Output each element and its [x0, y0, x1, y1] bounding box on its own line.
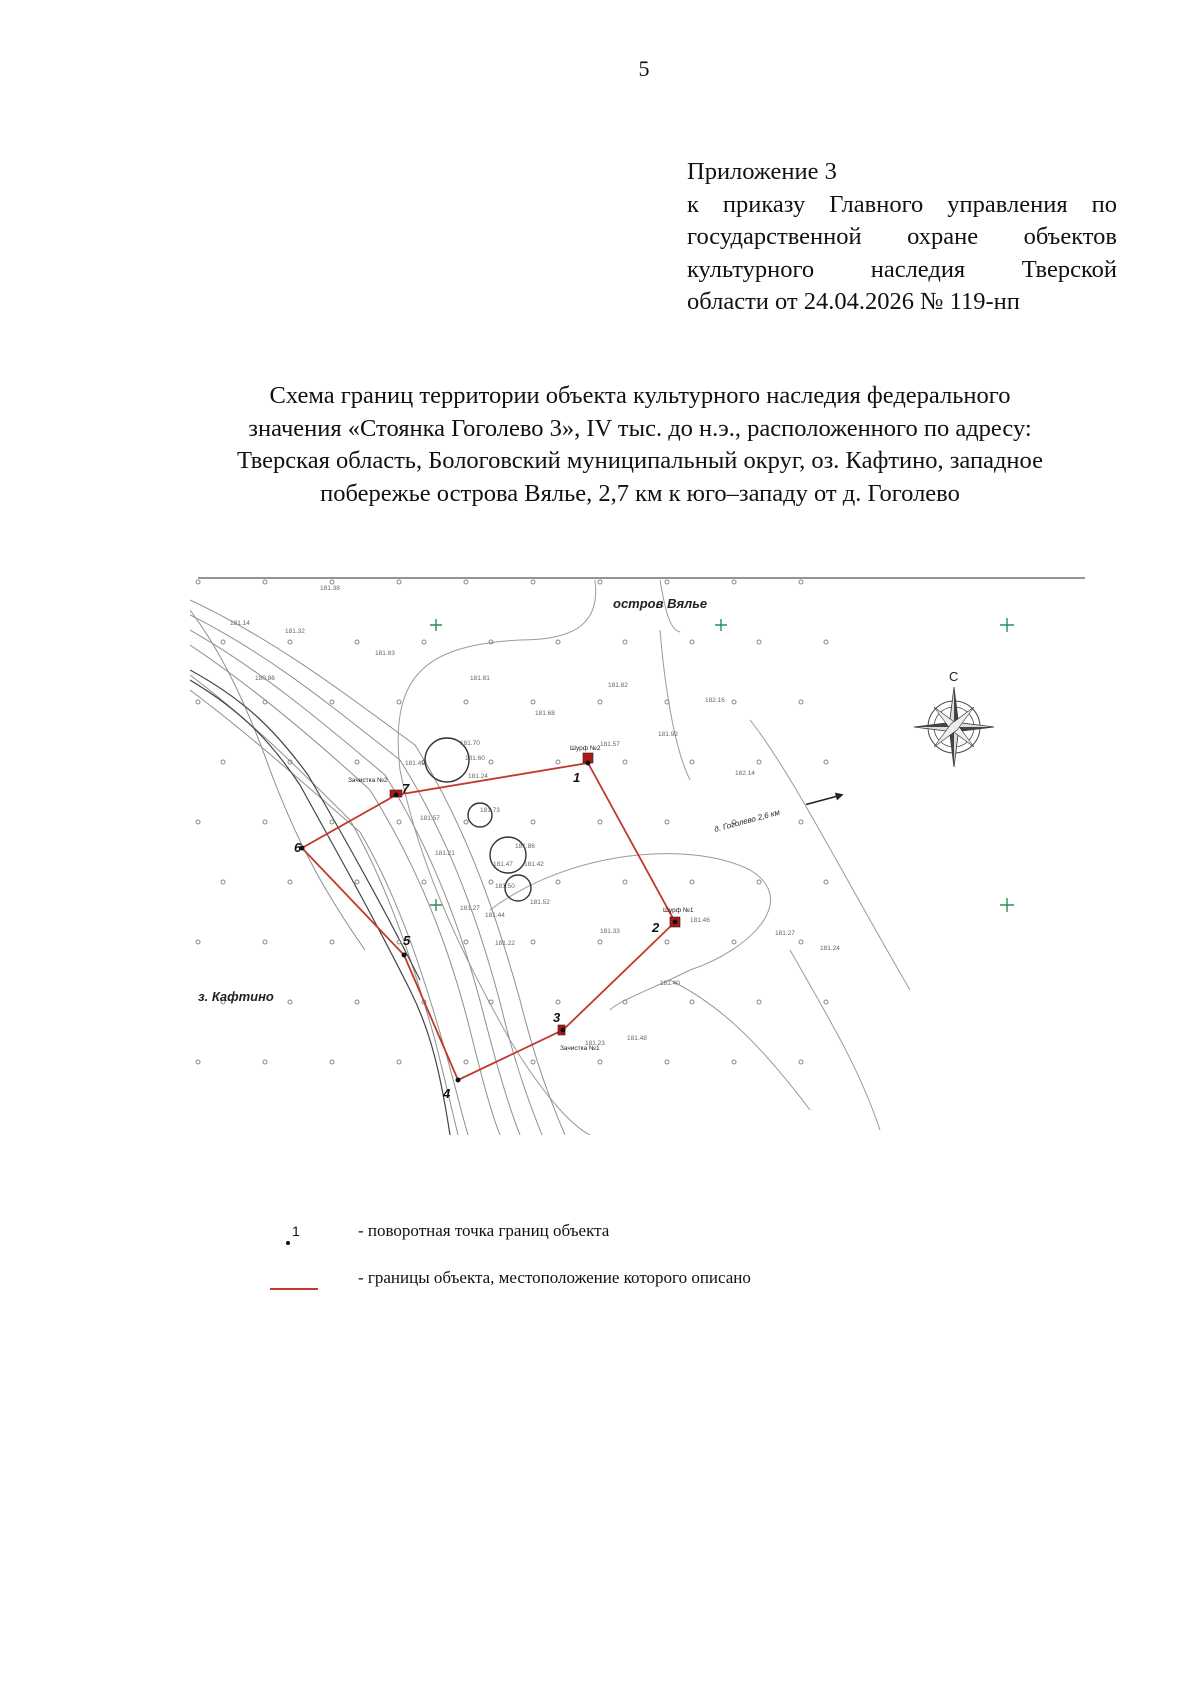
- survey-mark: [623, 760, 627, 764]
- survey-mark: [263, 940, 267, 944]
- survey-mark: [397, 820, 401, 824]
- survey-mark: [757, 880, 761, 884]
- elevation-label: 181.82: [608, 682, 628, 689]
- survey-mark: [824, 760, 828, 764]
- survey-mark: [556, 640, 560, 644]
- survey-mark: [531, 1060, 535, 1064]
- survey-mark: [263, 700, 267, 704]
- legend-line-text: - границы объекта, местоположение которого описано: [358, 1268, 751, 1287]
- direction-arrow-line: [806, 796, 838, 805]
- survey-mark: [196, 940, 200, 944]
- survey-mark: [397, 580, 401, 584]
- survey-mark: [422, 880, 426, 884]
- elevation-label: 181.86: [515, 843, 535, 850]
- elevation-label: 181.38: [320, 585, 340, 592]
- survey-mark: [397, 700, 401, 704]
- survey-mark: [799, 1060, 803, 1064]
- point-number: 7: [402, 781, 410, 796]
- elevation-label: 181.92: [658, 731, 678, 738]
- pit-label: Шурф №1: [663, 907, 694, 914]
- survey-mark: [690, 640, 694, 644]
- pit-label: Шурф №2: [570, 745, 601, 752]
- survey-mark: [598, 580, 602, 584]
- survey-mark: [330, 940, 334, 944]
- survey-mark: [464, 940, 468, 944]
- elevation-label: 181.81: [470, 675, 490, 682]
- compass-north-label: С: [949, 669, 959, 684]
- survey-mark: [598, 700, 602, 704]
- survey-mark: [288, 1000, 292, 1004]
- elevation-label: 181.24: [820, 945, 840, 952]
- point-number: 6: [294, 840, 302, 855]
- title-line: Тверская область, Бологовский муниципальный округ, оз. Кафтино, западное: [237, 447, 1043, 474]
- survey-mark: [732, 700, 736, 704]
- survey-mark: [288, 880, 292, 884]
- survey-mark: [665, 820, 669, 824]
- elevation-label: 181.27: [775, 930, 795, 937]
- elevation-label: 181.22: [495, 940, 515, 947]
- survey-mark: [221, 760, 225, 764]
- legend-point-symbol: [286, 1223, 316, 1253]
- elevation-label: 181.24: [468, 773, 488, 780]
- appendix-line: области от 24.04.2026 № 119-нп: [687, 288, 1020, 315]
- direction-indicator: [713, 791, 845, 834]
- survey-mark: [732, 1060, 736, 1064]
- water-edge: [190, 670, 450, 1135]
- survey-mark: [799, 820, 803, 824]
- appendix-line: Приложение 3: [687, 158, 837, 185]
- survey-mark: [196, 1060, 200, 1064]
- boundary-map: [190, 570, 1090, 1135]
- title-line: побережье острова Вялье, 2,7 км к юго–западу от д. Гоголево: [320, 479, 960, 507]
- survey-mark: [355, 880, 359, 884]
- elevation-label: 182.16: [705, 697, 725, 704]
- point-number: 3: [553, 1010, 561, 1025]
- survey-mark: [665, 940, 669, 944]
- survey-mark: [623, 640, 627, 644]
- elevation-label: 181.32: [285, 628, 305, 635]
- legend-point-text: - поворотная точка границ объекта: [358, 1221, 610, 1240]
- point-number: 2: [652, 920, 660, 935]
- survey-mark: [464, 820, 468, 824]
- legend-point-number: 1: [292, 1223, 300, 1239]
- appendix-line: культурного наследия Тверской: [687, 255, 1117, 283]
- point-number: 5: [403, 933, 411, 948]
- survey-mark: [355, 1000, 359, 1004]
- survey-mark: [263, 1060, 267, 1064]
- elevation-label: 181.52: [530, 899, 550, 906]
- elevation-label: 181.48: [627, 1035, 647, 1042]
- elevation-label: 181.68: [535, 710, 555, 717]
- survey-mark: [690, 760, 694, 764]
- survey-mark: [263, 580, 267, 584]
- appendix-line: государственной охране объектов: [687, 223, 1117, 250]
- elevation-label: 181.83: [375, 650, 395, 657]
- survey-mark: [598, 820, 602, 824]
- survey-mark: [732, 940, 736, 944]
- survey-mark: [355, 760, 359, 764]
- survey-mark: [824, 640, 828, 644]
- elevation-label: 181.73: [480, 807, 500, 814]
- survey-mark: [196, 700, 200, 704]
- survey-mark: [196, 580, 200, 584]
- survey-mark: [330, 1060, 334, 1064]
- elevation-label: 180.86: [255, 675, 275, 682]
- survey-mark: [623, 880, 627, 884]
- excavation-pits: [390, 753, 680, 1035]
- survey-mark: [799, 700, 803, 704]
- grid-crosses: [430, 618, 1014, 912]
- elevation-label: 181.23: [585, 1040, 605, 1047]
- point-dot-icon: [286, 1241, 290, 1245]
- survey-mark: [556, 760, 560, 764]
- boundary-point-numbers: [294, 770, 660, 1101]
- survey-mark: [531, 700, 535, 704]
- arrow-right-icon: [835, 791, 845, 801]
- survey-mark: [196, 820, 200, 824]
- lake-label: з. Кафтино: [198, 989, 274, 1004]
- elevation-label: 181.70: [460, 740, 480, 747]
- survey-mark: [489, 760, 493, 764]
- survey-mark: [598, 940, 602, 944]
- point-number: 4: [443, 1086, 451, 1101]
- elevation-label: 181.42: [524, 861, 544, 868]
- survey-mark: [464, 700, 468, 704]
- page-number: 5: [638, 56, 650, 81]
- elevation-label: 181.47: [493, 861, 513, 868]
- survey-mark: [531, 580, 535, 584]
- survey-mark: [757, 1000, 761, 1004]
- appendix-block: [687, 156, 1117, 319]
- survey-mark: [397, 1060, 401, 1064]
- survey-mark: [330, 700, 334, 704]
- survey-mark: [799, 580, 803, 584]
- survey-mark: [422, 640, 426, 644]
- map-legend: [270, 1215, 910, 1325]
- survey-mark: [288, 640, 292, 644]
- survey-mark: [330, 580, 334, 584]
- survey-mark: [732, 580, 736, 584]
- elevation-label: 181.46: [690, 917, 710, 924]
- survey-mark: [690, 1000, 694, 1004]
- survey-mark: [556, 1000, 560, 1004]
- survey-mark: [531, 820, 535, 824]
- elevation-label: 181.60: [465, 755, 485, 762]
- pit-label: Зачистка №2: [348, 777, 388, 784]
- point-number: 1: [573, 770, 581, 785]
- survey-mark: [757, 640, 761, 644]
- survey-mark: [464, 1060, 468, 1064]
- survey-mark: [757, 760, 761, 764]
- elevation-label: 181.14: [230, 620, 250, 627]
- direction-label: д. Гоголево 2,6 км: [713, 807, 781, 834]
- elevation-label: 181.44: [485, 912, 505, 919]
- appendix-line: к приказу Главного управления по: [687, 190, 1117, 218]
- survey-mark: [355, 640, 359, 644]
- title-line: значения «Стоянка Гоголево 3», IV тыс. до н.э., расположенного по адресу:: [248, 414, 1032, 442]
- survey-mark: [824, 1000, 828, 1004]
- survey-mark: [598, 1060, 602, 1064]
- survey-mark: [263, 820, 267, 824]
- survey-mark: [665, 580, 669, 584]
- survey-mark: [799, 940, 803, 944]
- elevation-label: 181.50: [495, 883, 515, 890]
- survey-mark: [690, 880, 694, 884]
- elevation-label: 181.27: [460, 905, 480, 912]
- compass-rose-icon: [914, 669, 994, 767]
- survey-mark: [824, 880, 828, 884]
- survey-mark: [556, 880, 560, 884]
- document-title: [140, 380, 1140, 510]
- legend-boundary-line-icon: [270, 1288, 318, 1290]
- survey-mark: [221, 640, 225, 644]
- elevation-label: 181.57: [420, 815, 440, 822]
- elevation-label: 181.21: [435, 850, 455, 857]
- survey-mark: [531, 940, 535, 944]
- survey-mark: [665, 1060, 669, 1064]
- elevation-label: 181.33: [600, 928, 620, 935]
- survey-mark: [221, 880, 225, 884]
- elevation-label: 181.57: [600, 741, 620, 748]
- title-line: Схема границ территории объекта культурного наследия федерального: [269, 382, 1011, 409]
- island-label: остров Вялье: [613, 596, 708, 611]
- elevation-label: 182.14: [735, 770, 755, 777]
- contour-lines: [398, 580, 910, 1135]
- survey-mark: [464, 580, 468, 584]
- feature-circles: [425, 738, 531, 901]
- survey-mark: [330, 820, 334, 824]
- elevation-label: 181.40: [660, 980, 680, 987]
- pit-label: Зачистка №1: [560, 1045, 600, 1052]
- elevation-label: 181.49: [405, 760, 425, 767]
- survey-mark: [489, 880, 493, 884]
